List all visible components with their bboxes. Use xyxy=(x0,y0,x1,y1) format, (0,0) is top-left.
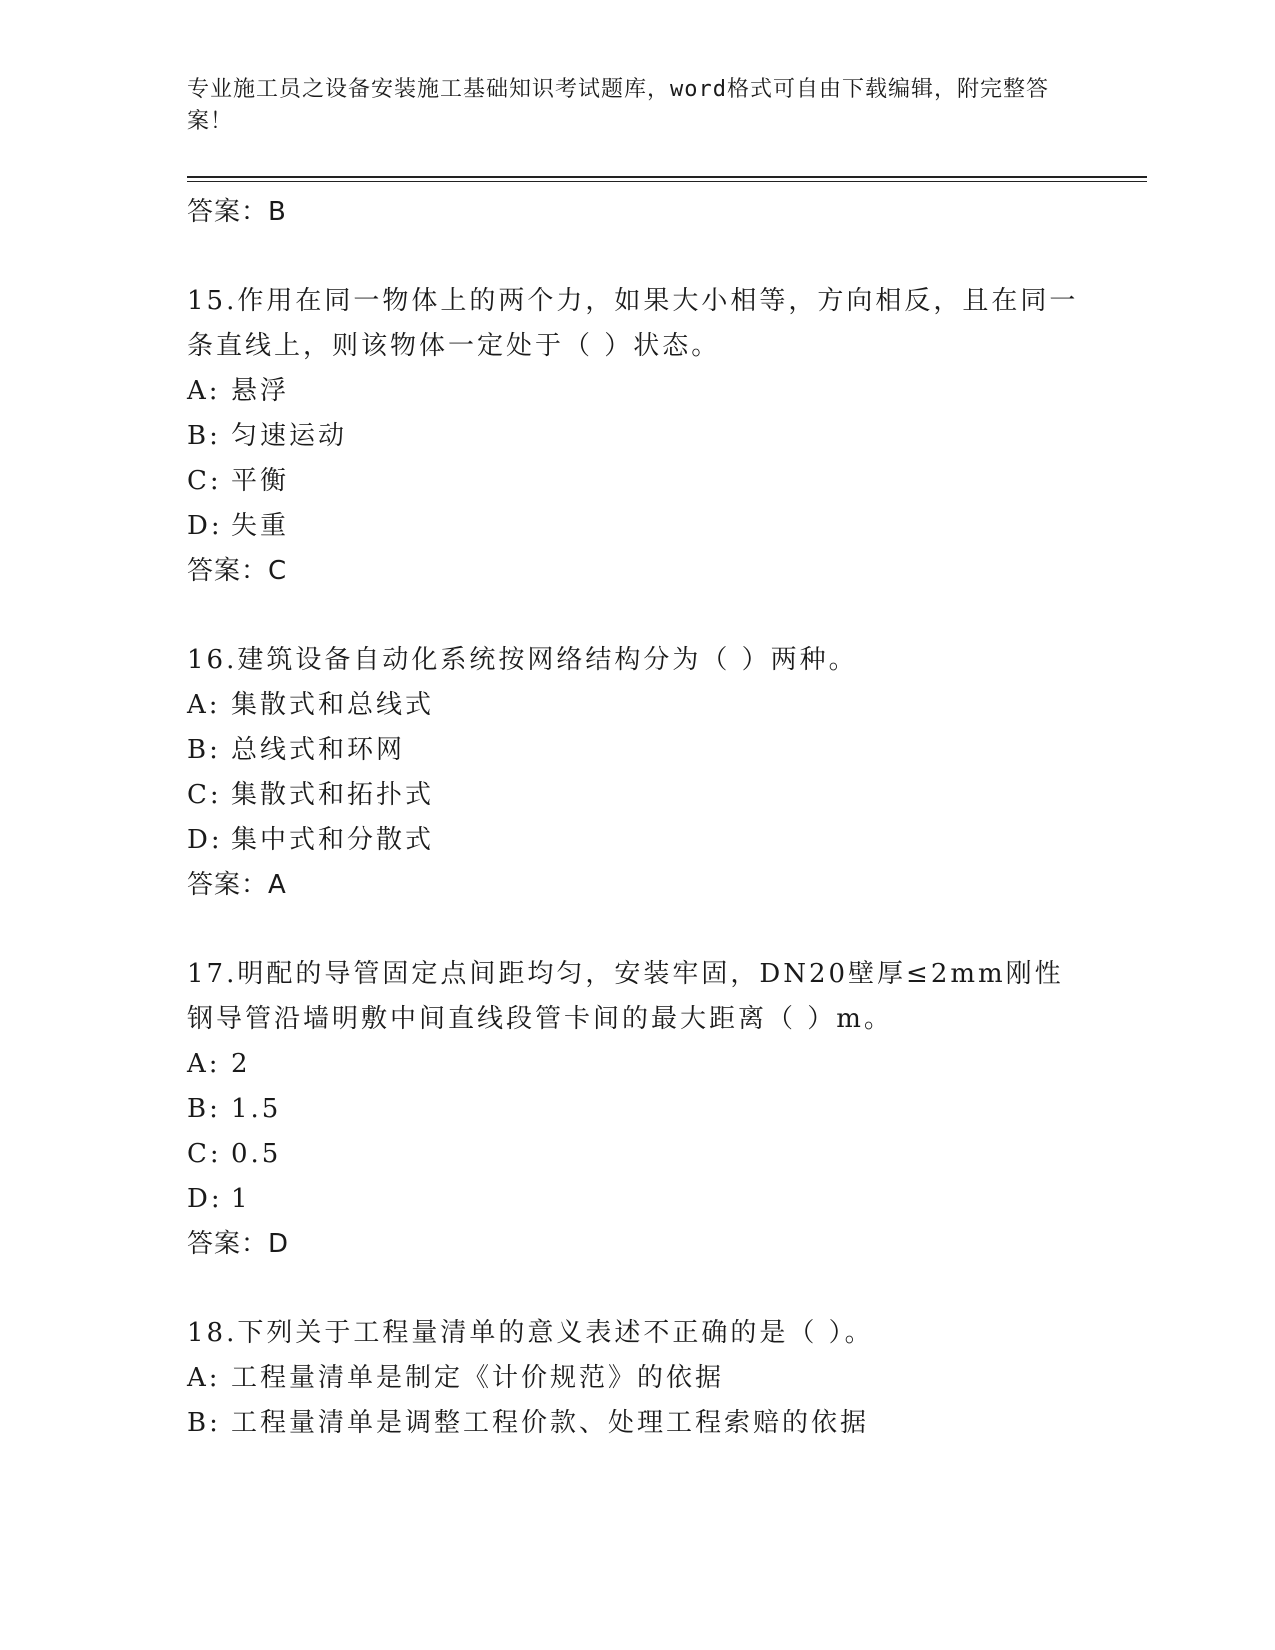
option-text: 集中式和分散式 xyxy=(231,825,435,855)
option-text: 总线式和环网 xyxy=(231,735,406,765)
question-15 xyxy=(187,279,1087,594)
question-stem: 15.作用在同一物体上的两个力，如果大小相等，方向相反，且在同一条直线上，则该物体一定处于（ ）状态。 xyxy=(187,286,1079,361)
option-a xyxy=(187,1042,1087,1087)
answer-line: 答案：D xyxy=(187,1229,290,1259)
question-list xyxy=(187,190,1087,1446)
question-16 xyxy=(187,638,1087,908)
option-key: B: xyxy=(187,421,221,451)
option-b xyxy=(187,1401,1087,1446)
option-key: B: xyxy=(187,735,221,765)
option-a xyxy=(187,683,1087,728)
option-d xyxy=(187,818,1087,863)
question-stem: 18.下列关于工程量清单的意义表述不正确的是（ ）。 xyxy=(187,1318,874,1348)
option-text: 失重 xyxy=(231,511,290,541)
option-text: 工程量清单是调整工程价款、处理工程索赔的依据 xyxy=(231,1408,870,1438)
option-text: 平衡 xyxy=(231,466,290,496)
question-stem: 17.明配的导管固定点间距均匀，安装牢固，DN20壁厚≤2mm刚性钢导管沿墙明敷中间直线段管卡间的最大距离（ ）m。 xyxy=(187,959,1064,1034)
answer-line: 答案：B xyxy=(187,197,287,227)
option-d xyxy=(187,504,1087,549)
option-c xyxy=(187,459,1087,504)
option-key: A: xyxy=(187,376,221,406)
option-key: D: xyxy=(187,825,223,855)
question-18 xyxy=(187,1311,1087,1446)
option-b xyxy=(187,414,1087,459)
option-key: C: xyxy=(187,780,222,810)
page-header: 专业施工员之设备安装施工基础知识考试题库，word格式可自由下载编辑，附完整答案！ xyxy=(187,77,1049,134)
option-key: A: xyxy=(187,1049,221,1079)
header-rule-thick xyxy=(187,176,1147,178)
option-key: A: xyxy=(187,690,221,720)
header-rule-thin xyxy=(187,181,1147,182)
option-key: B: xyxy=(187,1408,221,1438)
option-key: D: xyxy=(187,1184,223,1214)
option-b xyxy=(187,1087,1087,1132)
option-c xyxy=(187,1132,1087,1177)
option-text: 集散式和拓扑式 xyxy=(231,780,435,810)
option-text: 悬浮 xyxy=(231,376,290,406)
option-text: 1.5 xyxy=(231,1094,282,1124)
option-text: 2 xyxy=(231,1049,251,1079)
question-17 xyxy=(187,952,1087,1267)
option-key: C: xyxy=(187,1139,222,1169)
option-text: 集散式和总线式 xyxy=(231,690,435,720)
option-d xyxy=(187,1177,1087,1222)
option-text: 0.5 xyxy=(231,1139,282,1169)
option-key: B: xyxy=(187,1094,221,1124)
answer-line: 答案：C xyxy=(187,556,288,586)
answer-line: 答案：A xyxy=(187,870,287,900)
option-text: 工程量清单是制定《计价规范》的依据 xyxy=(231,1363,725,1393)
option-a xyxy=(187,1356,1087,1401)
option-a xyxy=(187,369,1087,414)
option-text: 1 xyxy=(231,1184,251,1214)
option-text: 匀速运动 xyxy=(231,421,348,451)
option-key: C: xyxy=(187,466,222,496)
option-b xyxy=(187,728,1087,773)
question-stem: 16.建筑设备自动化系统按网络结构分为（ ）两种。 xyxy=(187,645,858,675)
option-key: A: xyxy=(187,1363,221,1393)
option-key: D: xyxy=(187,511,223,541)
option-c xyxy=(187,773,1087,818)
